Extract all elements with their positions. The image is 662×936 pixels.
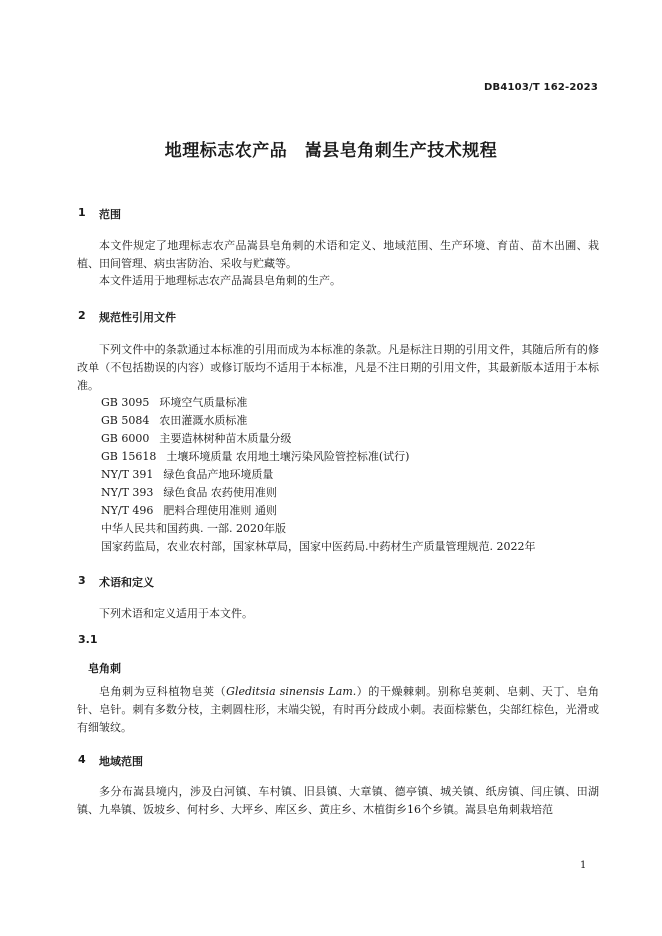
section-4-heading: 地域范围: [99, 755, 143, 768]
reference-title: 主要造林树种苗木质量分级: [159, 432, 292, 445]
term-definition-start: 皂角刺为豆科植物皂荚（: [99, 685, 227, 698]
section-1-number: 1: [78, 206, 86, 219]
reference-code: GB 5084: [101, 414, 150, 427]
term-definition: [77, 683, 599, 737]
section-2-number: 2: [78, 309, 86, 322]
document-title: 地理标志农产品 嵩县皂角刺生产技术规程: [164, 141, 498, 161]
document-number: DB4103/T 162-2023: [484, 82, 598, 93]
reference-gap-regulation: 国家药监局，农业农村部，国家林草局，国家中医药局.中药材生产质量管理规范. 2022年: [101, 540, 536, 553]
reference-code: GB 3095: [101, 396, 150, 409]
term-heading: 皂角刺: [88, 662, 121, 675]
reference-code: NY/T 496: [101, 504, 154, 517]
reference-title: 土壤环境质量 农用地土壤污染风险管控标准(试行): [166, 450, 410, 463]
reference-code: GB 15618: [101, 450, 157, 463]
region-paragraph: 多分布嵩县境内，涉及白河镇、车村镇、旧县镇、大章镇、德亭镇、城关镇、纸房镇、闫庄镇、田湖镇、九皋镇、饭坡乡、何村乡、大坪乡、库区乡、黄庄乡、木植街乡16个乡镇。嵩县皂角刺栽培范: [77, 785, 599, 816]
normative-intro: 下列文件中的条款通过本标准的引用而成为本标准的条款。凡是标注日期的引用文件，其随后所有的修改单（不包括勘误的内容）或修订版均不适用于本标准，凡是不注日期的引用文件，其最新版本适用于本标准。: [77, 343, 599, 392]
reference-title: 肥料合理使用准则 通则: [163, 504, 277, 517]
reference-item: [101, 484, 277, 502]
terms-intro: 下列术语和定义适用于本文件。: [99, 607, 253, 620]
reference-item: [101, 412, 247, 430]
scope-paragraph-2: 本文件适用于地理标志农产品嵩县皂角刺的生产。: [99, 274, 341, 287]
reference-code: NY/T 393: [101, 486, 154, 499]
reference-item: [101, 466, 273, 484]
reference-item: [101, 430, 291, 448]
reference-pharmacopoeia: 中华人民共和国药典. 一部. 2020年版: [101, 522, 286, 535]
page-number: 1: [580, 860, 587, 871]
section-3-number: 3: [78, 574, 86, 587]
reference-title: 绿色食品产地环境质量: [163, 468, 274, 481]
latin-name: Gleditsia sinensis Lam.: [226, 685, 357, 698]
term-number: 3.1: [78, 633, 98, 646]
section-2-heading: 规范性引用文件: [99, 311, 176, 324]
reference-item: [101, 502, 277, 520]
section-3-heading: 术语和定义: [99, 576, 154, 589]
reference-title: 环境空气质量标准: [159, 396, 248, 409]
term-definition-rest: ）的干燥棘刺。别称皂荚刺、皂刺、天丁、皂角针、皂针。刺有多数分枝，主刺圆柱形，末端尖锐，有时再分歧成小刺。表面棕紫色，尖部红棕色，光滑或有细皱纹。: [77, 685, 600, 734]
scope-paragraph-1: 本文件规定了地理标志农产品嵩县皂角刺的术语和定义、地域范围、生产环境、育苗、苗木出圃、栽植、田间管理、病虫害防治、采收与贮藏等。: [77, 239, 599, 270]
section-4-number: 4: [78, 753, 86, 766]
reference-title: 农田灌溉水质标准: [159, 414, 248, 427]
section-1-heading: 范围: [99, 208, 121, 221]
reference-code: NY/T 391: [101, 468, 154, 481]
reference-title: 绿色食品 农药使用准则: [163, 486, 277, 499]
reference-code: GB 6000: [101, 432, 150, 445]
reference-item: [101, 394, 247, 412]
reference-item: [101, 448, 409, 466]
